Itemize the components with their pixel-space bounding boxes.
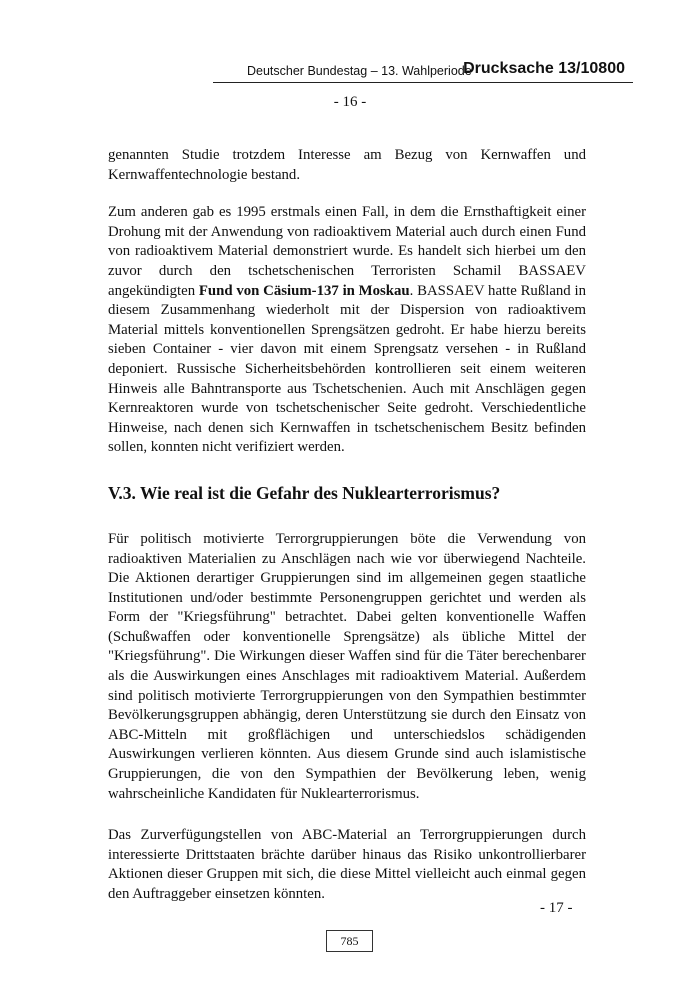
publication-title: Deutscher Bundestag – 13. Wahlperiode [247,64,472,78]
section-heading: V.3. Wie real ist die Gefahr des Nuklearterrorismus? [108,482,501,503]
document-number: Drucksache 13/10800 [463,60,625,77]
page-number-top: - 16 - [333,94,367,110]
running-header [213,62,633,83]
printed-page-number: 785 [326,930,373,952]
paragraph-bassaev [108,203,586,458]
paragraph-terror-groups: Für politisch motivierte Terrorgruppierungen böte die Verwendung von radioaktiven Materialien zu Anschlägen nach wie vor überwiegend Nachteile. Die Aktionen derartiger Gruppierungen sind im allgemeinen gegen staatliche Institutionen und/oder bestimmte Personengruppen gerichtet und werden als Form der "Kriegsführung" betrachtet. Dabei gelten konventionelle Waffen (Schußwaffen oder konventionelle Sprengsätze) als übliche Mittel der "Kriegsführung". Die Wirkungen dieser Waffen sind für die Täter berechenbarer als die Auswirkungen eines Anschlages mit radioaktivem Material. Außerdem sind politisch motivierte Terrorgruppierungen von den Sympathien bestimmter Bevölkerungsgruppen abhängig, deren Unterstützung sie durch den Einsatz von ABC-Mitteln mit großflächigen und unterschiedslos schädigenden Auswirkungen verlieren könnten. Aus diesem Grunde sind auch islamistische Gruppierungen, die von den Sympathien der Bevölkerung leben, wenig wahrscheinliche Kandidaten für Nuklearterrorismus. [108,530,586,802]
paragraph-third-states: Das Zurverfügungstellen von ABC-Material an Terrorgruppierungen durch interessierte Drittstaaten brächte darüber hinaus das Risiko unkontrollierbarer Aktionen dieser Gruppen mit sich, die diese Mittel vielleicht auch einmal gegen den Auftraggeber einsetzen könnten. [108,827,586,902]
page-number-bottom: - 17 - [540,900,573,916]
document-body [108,146,586,905]
paragraph-continuation: genannten Studie trotzdem Interesse am Bezug von Kernwaffen und Kernwaffentechnologie bestand. [108,147,586,183]
paragraph-text: . BASSAEV hatte Rußland in diesem Zusammenhang wiederholt mit der Dispersion von radioaktivem Material mittels konventionellen Sprengsätzen gedroht. Er habe hierzu bereits sieben Container - vier davon mit einem Sprengsatz versehen - in Rußland deponiert. Russische Sicherheitsbehörden kontrollieren seit einem weiteren Hinweis alle Bahntransporte aus Tschetschenien. Auch mit Anschlägen gegen Kernreaktoren wurde von tschetschenischer Seite gedroht. Verschiedentliche Hinweise, nach denen sich Kernwaffen in tschetschenischem Besitz befinden sollen, konnten nicht verifiziert werden. [108,282,586,456]
emphasis-caesium: Fund von Cäsium-137 in Moskau [198,282,410,299]
paragraph-text: Zum anderen gab es 1995 erstmals einen Fall, in dem die Ernsthaftigkeit einer Drohung mit der Anwendung von radioaktivem Material auch durch einen Fund von radioaktivem Material demonstriert wurde. Es handelt sich hierbei um den zuvor durch den tschetschenischen Terroristen Schamil BASSAEV angekündigten [108,204,586,299]
